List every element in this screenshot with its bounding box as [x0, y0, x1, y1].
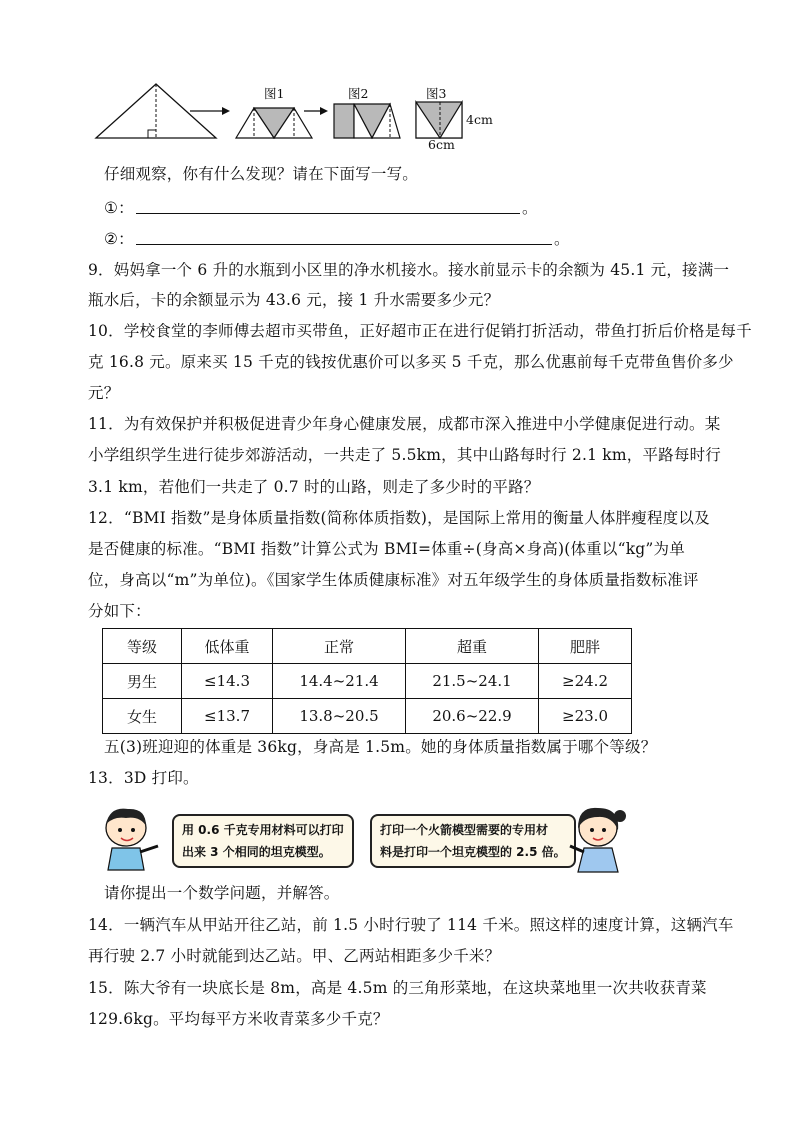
bubble-boy-line-1: 用 0.6 千克专用材料可以打印: [182, 823, 344, 837]
fig1-label: 图1: [264, 86, 285, 101]
table-row: [103, 664, 632, 699]
fig3-label: 图3: [426, 86, 447, 101]
q14-line-1: 14．一辆汽车从甲站开往乙站，前 1.5 小时行驶了 114 千米。照这样的速度计算，这辆汽车: [88, 916, 734, 934]
arrow-icon-2: [320, 107, 328, 115]
table-cell: ≥24.2: [539, 664, 632, 699]
table-cell: 20.6~22.9: [406, 699, 539, 734]
answer-blank-1[interactable]: [136, 213, 520, 214]
q12-line-4: 分如下：: [88, 602, 151, 620]
q9-line-2: 瓶水后，卡的余额显示为 43.6 元，接 1 升水需要多少元？: [88, 291, 500, 309]
q10-line-3: 元？: [88, 384, 120, 402]
bmi-table: [102, 628, 632, 734]
speech-bubble-boy: [172, 814, 354, 868]
table-header-cell: 正常: [273, 629, 406, 664]
table-row: [103, 699, 632, 734]
q12-question: 五(3)班迎迎的体重是 36kg，身高是 1.5m。她的身体质量指数属于哪个等级？: [104, 738, 657, 756]
table-header-cell: 低体重: [182, 629, 273, 664]
observe-item-1: ①：: [104, 199, 134, 217]
q11-line-2: 小学组织学生进行徒步郊游活动，一共走了 5.5km，其中山路每时行 2.1 km，平路每时行: [88, 446, 721, 464]
table-cell: ≥23.0: [539, 699, 632, 734]
q12-line-3: 位，身高以“m”为单位)。《国家学生体质健康标准》对五年级学生的身体质量指数标准评: [88, 571, 699, 589]
bubble-girl-line-1: 打印一个火箭模型需要的专用材: [380, 823, 549, 837]
observe-item-2: ②：: [104, 230, 134, 248]
table-cell: 男生: [103, 664, 182, 699]
speech-bubble-girl: [370, 814, 576, 868]
q9-line-1: 9．妈妈拿一个 6 升的水瓶到小区里的净水机接水。接水前显示卡的余额为 45.1 元，接满一: [88, 261, 730, 279]
q14-line-2: 再行驶 2.7 小时就能到达乙站。甲、乙两站相距多少千米？: [88, 947, 501, 965]
table-header-row: [103, 629, 632, 664]
q15-line-2: 129.6kg。平均每平方米收青菜多少千克？: [88, 1010, 389, 1028]
observe-prompt: 仔细观察，你有什么发现？请在下面写一写。: [104, 165, 419, 183]
q13-prompt: 请你提出一个数学问题，并解答。: [104, 884, 340, 902]
table-cell: ≤13.7: [182, 699, 273, 734]
fig2-label: 图2: [348, 86, 369, 101]
observe-end-1: 。: [522, 199, 538, 217]
table-cell: 13.8~20.5: [273, 699, 406, 734]
q12-line-1: 12．“BMI 指数”是身体质量指数(简称体质指数)，是国际上常用的衡量人体胖瘦程度以及: [88, 509, 710, 527]
boy-cartoon-icon: [96, 804, 166, 874]
table-cell: 女生: [103, 699, 182, 734]
triangle-folding-figure: [0, 0, 794, 160]
q13-line-1: 13．3D 打印。: [88, 769, 199, 787]
observe-end-2: 。: [554, 230, 570, 248]
q10-line-1: 10．学校食堂的李师傅去超市买带鱼，正好超市正在进行促销打折活动，带鱼打折后价格是每千: [88, 322, 752, 340]
table-header-cell: 肥胖: [539, 629, 632, 664]
q15-line-1: 15．陈大爷有一块底长是 8m，高是 4.5m 的三角形菜地，在这块菜地里一次共收获青菜: [88, 979, 707, 997]
q11-line-3: 3.1 km，若他们一共走了 0.7 时的山路，则走了多少时的平路？: [88, 478, 540, 496]
bubble-girl-line-2: 料是打印一个坦克模型的 2.5 倍。: [380, 845, 566, 859]
q11-line-1: 11．为有效保护并积极促进青少年身心健康发展，成都市深入推进中小学健康促进行动。某: [88, 415, 721, 433]
q12-line-2: 是否健康的标准。“BMI 指数”计算公式为 BMI=体重÷(身高×身高)(体重以“kg”为单: [88, 540, 685, 558]
bubble-boy-line-2: 出来 3 个相同的坦克模型。: [182, 845, 331, 859]
table-cell: 14.4~21.4: [273, 664, 406, 699]
fig3-height-label: 4cm: [466, 112, 493, 127]
table-header-cell: 等级: [103, 629, 182, 664]
q10-line-2: 克 16.8 元。原来买 15 千克的钱按优惠价可以多买 5 千克，那么优惠前每千克带鱼售价多少: [88, 353, 734, 371]
fig3-width-label: 6cm: [428, 137, 455, 152]
table-cell: ≤14.3: [182, 664, 273, 699]
table-header-cell: 超重: [406, 629, 539, 664]
answer-blank-2[interactable]: [136, 244, 552, 245]
girl-cartoon-icon: [566, 802, 632, 874]
table-cell: 21.5~24.1: [406, 664, 539, 699]
arrow-icon: [222, 107, 230, 115]
